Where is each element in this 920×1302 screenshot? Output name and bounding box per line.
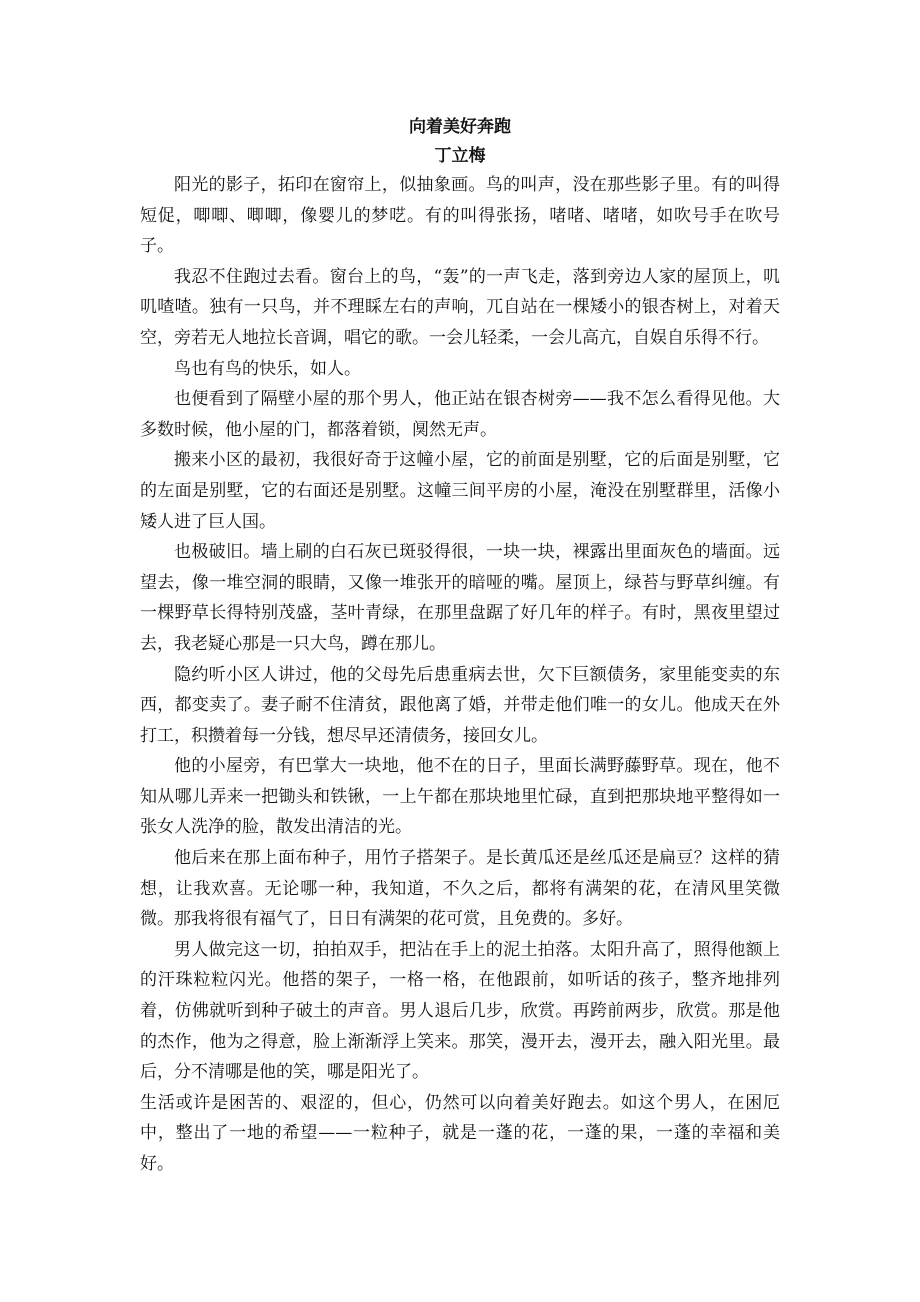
paragraph: 我忍不住跑过去看。窗台上的鸟，“轰”的一声飞走，落到旁边人家的屋顶上，叽叽喳喳。独有一只鸟，并不理睬左右的声响，兀自站在一棵矮小的银杏树上，对着天空，旁若无人地拉长音调，唱它的歌。一会儿轻柔，一会儿高亢，自娱自乐得不行。 (140, 266, 780, 348)
paragraph: 他后来在那上面布种子，用竹子搭架子。是长黄瓜还是丝瓜还是扁豆？这样的猜想，让我欢喜。无论哪一种，我知道，不久之后，都将有满架的花，在清风里笑微微。那我将很有福气了，日日有满架的花可赏，且免费的。多好。 (140, 848, 780, 930)
document-body (140, 170, 780, 1180)
paragraph: 阳光的影子，拓印在窗帘上，似抽象画。鸟的叫声，没在那些影子里。有的叫得短促，唧唧、唧唧，像婴儿的梦呓。有的叫得张扬，啫啫、啫啫，如吹号手在吹号子。 (140, 175, 780, 257)
paragraph: 搬来小区的最初，我很好奇于这幢小屋，它的前面是别墅，它的后面是别墅，它的左面是别墅，它的右面还是别墅。这幢三间平房的小屋，淹没在别墅群里，活像小矮人进了巨人国。 (140, 450, 780, 532)
paragraph: 隐约听小区人讲过，他的父母先后患重病去世，欠下巨额债务，家里能变卖的东西，都变卖了。妻子耐不住清贫，跟他离了婚，并带走他们唯一的女儿。他成天在外打工，积攒着每一分钱，想尽早还清债务，接回女儿。 (140, 664, 780, 746)
paragraph: 他的小屋旁，有巴掌大一块地，他不在的日子，里面长满野藤野草。现在，他不知从哪儿弄来一把锄头和铁锹，一上午都在那块地里忙碌，直到把那块地平整得如一张女人洗净的脸，散发出清洁的光。 (140, 756, 780, 838)
document-author: 丁立梅 (434, 146, 486, 166)
document-page (140, 112, 780, 1180)
document-title: 向着美好奔跑 (409, 117, 511, 137)
closing-paragraph: 生活或许是困苦的、艰涩的，但心，仍然可以向着美好跑去。如这个男人，在困厄中，整出了一地的希望——一粒种子，就是一蓬的花，一蓬的果，一蓬的幸福和美好。 (140, 1092, 780, 1174)
paragraph: 也便看到了隔壁小屋的那个男人，他正站在银杏树旁——我不怎么看得见他。大多数时候，他小屋的门，都落着锁，阒然无声。 (140, 389, 780, 440)
paragraph: 男人做完这一切，拍拍双手，把沾在手上的泥土拍落。太阳升高了，照得他额上的汗珠粒粒闪光。他搭的架子，一格一格，在他跟前，如听话的孩子，整齐地排列着，仿佛就听到种子破土的声音。男人退后几步，欣赏。再跨前两步，欣赏。那是他的杰作，他为之得意，脸上渐渐浮上笑来。那笑，漫开去，漫开去，融入阳光里。最后，分不清哪是他的笑，哪是阳光了。 (140, 939, 780, 1083)
paragraph: 也极破旧。墙上刷的白石灰已斑驳得很，一块一块，裸露出里面灰色的墙面。远望去，像一堆空洞的眼睛，又像一堆张开的暗哑的嘴。屋顶上，绿苔与野草纠缠。有一棵野草长得特别茂盛，茎叶青绿，在那里盘踞了好几年的样子。有时，黑夜里望过去，我老疑心那是一只大鸟，蹲在那儿。 (140, 542, 780, 654)
paragraph: 鸟也有鸟的快乐，如人。 (174, 358, 361, 379)
